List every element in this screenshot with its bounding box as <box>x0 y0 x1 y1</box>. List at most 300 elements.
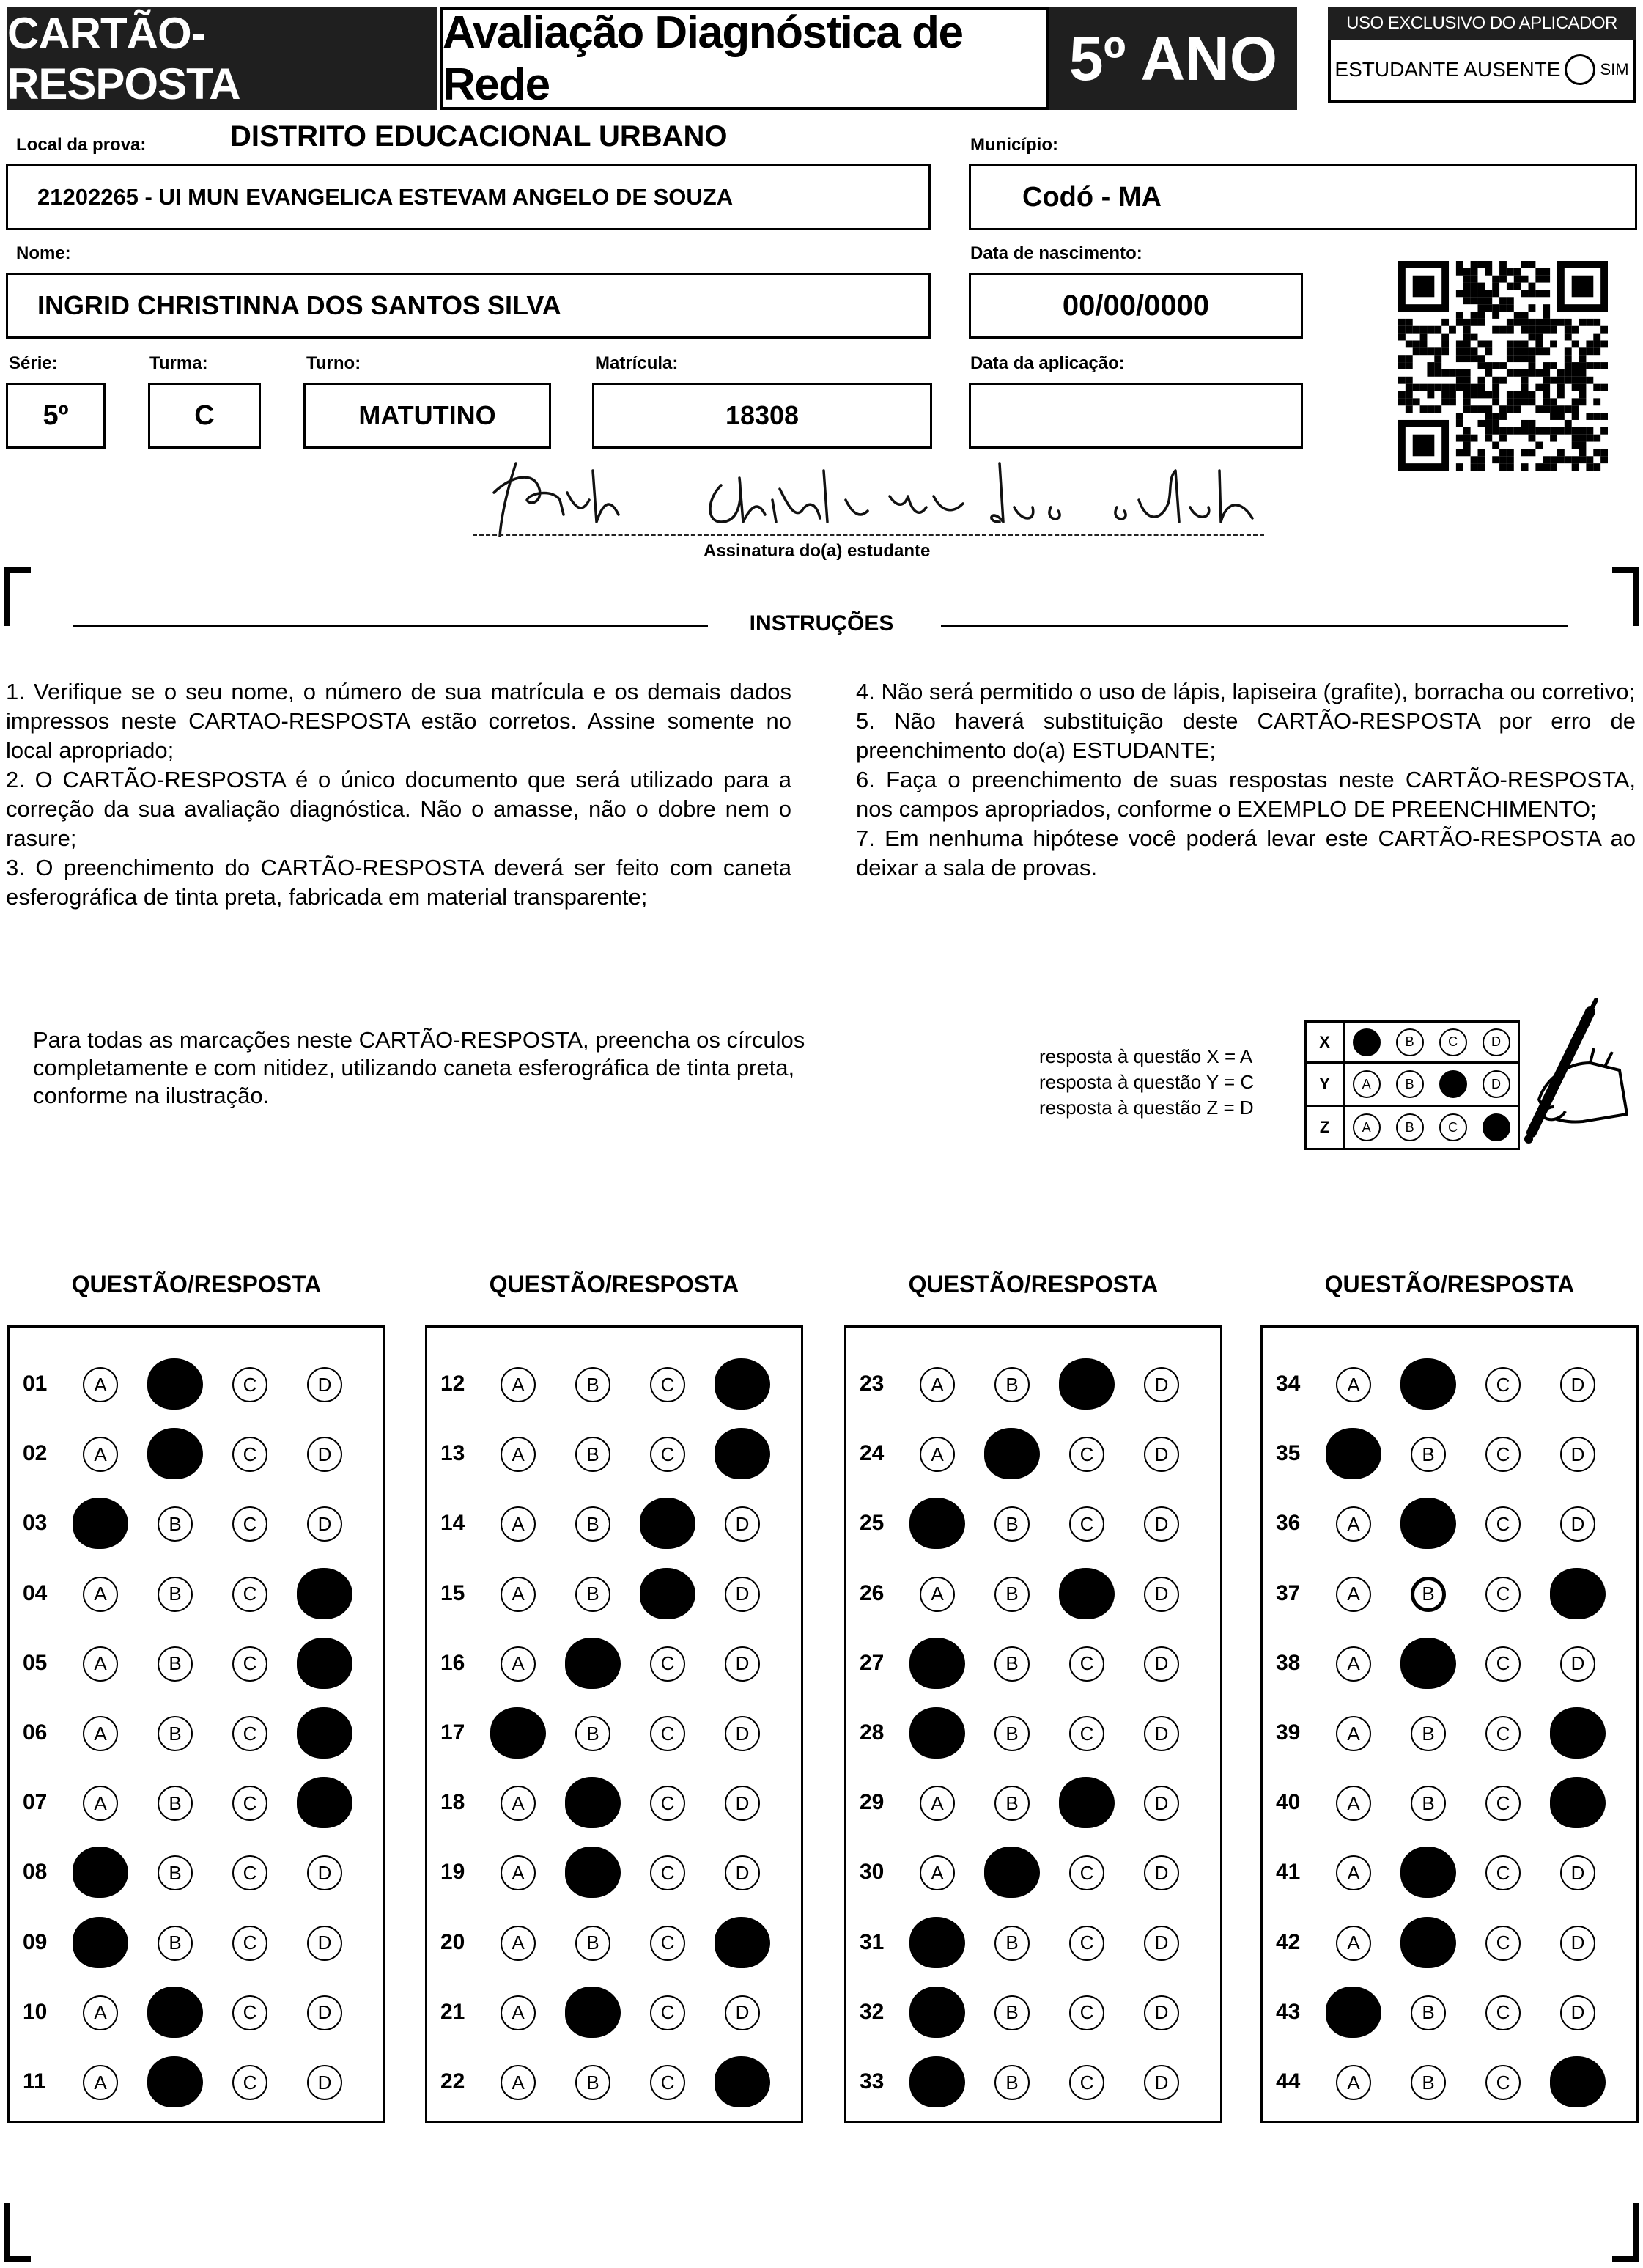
answer-bubble-c[interactable]: C <box>1069 1995 1104 2030</box>
answer-bubble-b[interactable] <box>1400 1638 1456 1689</box>
answer-bubble-d[interactable]: D <box>1144 1716 1179 1751</box>
answer-bubble-a[interactable]: A <box>501 1437 536 1472</box>
corner-mark-bottom-left <box>4 2203 31 2262</box>
answer-bubble-a[interactable]: A <box>1336 1786 1371 1821</box>
answer-bubble-c[interactable]: C <box>232 1437 267 1472</box>
answer-bubble-d[interactable]: D <box>307 1995 342 2030</box>
answer-bubble-a[interactable]: A <box>501 1926 536 1961</box>
answer-bubble-d[interactable]: D <box>1144 1577 1179 1612</box>
question-number: 35 <box>1276 1441 1301 1466</box>
answer-row <box>846 2049 1220 2118</box>
answer-bubble-b[interactable] <box>565 1777 621 1828</box>
answer-bubble-b[interactable] <box>147 1428 203 1479</box>
answer-bubble-c[interactable]: C <box>232 1926 267 1961</box>
answer-bubble-c[interactable]: C <box>232 1995 267 2030</box>
example-line-z: resposta à questão Z = D <box>1039 1097 1254 1119</box>
answer-bubble-b[interactable]: B <box>158 1786 193 1821</box>
example-bubble-c: C <box>1439 1113 1467 1141</box>
answer-bubble-c[interactable]: C <box>232 2065 267 2100</box>
answer-bubble-c[interactable]: C <box>1485 2065 1521 2100</box>
column-title: QUESTÃO/RESPOSTA <box>71 1271 322 1297</box>
answer-column-3 <box>844 1325 1222 2123</box>
answer-bubble-d[interactable]: D <box>1144 1926 1179 1961</box>
answer-bubble-a[interactable] <box>909 1638 965 1689</box>
answer-bubble-c[interactable]: C <box>1069 1506 1104 1542</box>
answer-row <box>1263 1630 1636 1700</box>
answer-bubble-c[interactable]: C <box>232 1855 267 1890</box>
answer-bubble-c[interactable]: C <box>1069 1437 1104 1472</box>
answer-bubble-d[interactable]: D <box>1144 1646 1179 1682</box>
answer-bubble-c[interactable]: C <box>232 1646 267 1682</box>
answer-bubble-c[interactable]: C <box>1485 1367 1521 1402</box>
question-number: 19 <box>440 1860 465 1885</box>
answer-bubble-b[interactable]: B <box>575 1716 610 1751</box>
answer-bubble-d[interactable]: D <box>1560 1367 1595 1402</box>
answer-bubble-d[interactable]: D <box>1144 1786 1179 1821</box>
answer-bubble-d[interactable] <box>297 1707 352 1759</box>
answer-bubble-b[interactable] <box>1400 1847 1456 1898</box>
answer-bubble-b[interactable] <box>984 1428 1040 1479</box>
municipio-label: Município: <box>970 135 1058 155</box>
answer-bubble-d[interactable]: D <box>725 1786 760 1821</box>
answer-bubble-a[interactable]: A <box>501 1855 536 1890</box>
answer-bubble-d[interactable]: D <box>725 1577 760 1612</box>
answer-bubble-c[interactable]: C <box>232 1716 267 1751</box>
answer-bubble-c[interactable]: C <box>1069 1926 1104 1961</box>
question-number: 16 <box>440 1650 465 1675</box>
answer-row <box>10 1421 383 1490</box>
answer-bubble-b[interactable]: B <box>994 1716 1030 1751</box>
answer-bubble-d[interactable] <box>297 1638 352 1689</box>
answer-row <box>10 1490 383 1560</box>
question-number: 20 <box>440 1929 465 1954</box>
answer-row <box>846 1561 1220 1630</box>
answer-bubble-c[interactable]: C <box>1069 1716 1104 1751</box>
answer-bubble-d[interactable] <box>1550 1568 1606 1619</box>
answer-bubble-c[interactable]: C <box>650 1926 685 1961</box>
answer-bubble-a[interactable]: A <box>1336 1646 1371 1682</box>
signature-line <box>473 534 1264 536</box>
example-bubble-a: A <box>1353 1113 1381 1141</box>
answer-row <box>427 1561 801 1630</box>
answer-bubble-a[interactable] <box>73 1498 128 1549</box>
answer-bubble-a[interactable]: A <box>83 2065 118 2100</box>
answer-bubble-a[interactable]: A <box>501 1646 536 1682</box>
answer-bubble-b[interactable]: B <box>575 1926 610 1961</box>
answer-row <box>10 1630 383 1700</box>
answer-bubble-c[interactable]: C <box>1069 1855 1104 1890</box>
answer-bubble-d[interactable]: D <box>1560 1995 1595 2030</box>
answer-row <box>427 1979 801 2049</box>
instructions-right <box>856 677 1636 883</box>
answer-bubble-c[interactable]: C <box>1485 1577 1521 1612</box>
answer-bubble-a[interactable] <box>909 1917 965 1968</box>
answer-bubble-d[interactable]: D <box>1144 2065 1179 2100</box>
answer-column-1 <box>7 1325 385 2123</box>
answer-bubble-d[interactable] <box>297 1568 352 1619</box>
example-grid <box>1304 1020 1520 1151</box>
answer-bubble-b[interactable] <box>147 1358 203 1410</box>
answer-bubble-d[interactable]: D <box>307 2065 342 2100</box>
question-number: 38 <box>1276 1650 1301 1675</box>
example-bubble-a: A <box>1353 1070 1381 1098</box>
answer-bubble-a[interactable] <box>73 1847 128 1898</box>
answer-bubble-b[interactable]: B <box>1411 1995 1446 2030</box>
example-line-y: resposta à questão Y = C <box>1039 1071 1255 1093</box>
answer-row <box>1263 2049 1636 2118</box>
answer-bubble-d[interactable] <box>1550 1707 1606 1759</box>
answer-bubble-c[interactable]: C <box>1485 1786 1521 1821</box>
answer-bubble-b[interactable]: B <box>158 1855 193 1890</box>
answer-bubble-a[interactable]: A <box>920 1367 955 1402</box>
answer-row <box>1263 1561 1636 1630</box>
answer-bubble-a[interactable]: A <box>501 1506 536 1542</box>
answer-bubble-b[interactable]: B <box>994 1506 1030 1542</box>
example-bubble-d: D <box>1483 1028 1510 1056</box>
answer-row <box>1263 1421 1636 1490</box>
nascimento-field: 00/00/0000 <box>969 273 1303 339</box>
turno-label: Turno: <box>306 353 361 373</box>
school-field: 21202265 - UI MUN EVANGELICA ESTEVAM ANGELO DE SOUZA <box>6 164 931 230</box>
example-legend <box>1039 1044 1254 1121</box>
example-row-label: Z <box>1307 1107 1345 1148</box>
matricula-label: Matrícula: <box>595 353 679 373</box>
question-number: 14 <box>440 1511 465 1536</box>
example-bubble-d: D <box>1483 1070 1510 1098</box>
answer-row <box>1263 1910 1636 1979</box>
answer-bubble-c[interactable]: C <box>1069 2065 1104 2100</box>
answer-bubble-b[interactable]: B <box>158 1646 193 1682</box>
absent-label: ESTUDANTE AUSENTE <box>1334 58 1561 81</box>
question-number: 07 <box>23 1790 48 1815</box>
answer-row <box>427 1421 801 1490</box>
question-number: 13 <box>440 1441 465 1466</box>
answer-bubble-a[interactable]: A <box>920 1577 955 1612</box>
answer-bubble-a[interactable]: A <box>501 1995 536 2030</box>
answer-bubble-d[interactable]: D <box>307 1367 342 1402</box>
answer-bubble-d[interactable]: D <box>1144 1995 1179 2030</box>
answer-bubble-a[interactable]: A <box>83 1995 118 2030</box>
answer-bubble-a[interactable]: A <box>1336 1367 1371 1402</box>
turno-field: MATUTINO <box>303 383 551 449</box>
question-number: 08 <box>23 1860 48 1885</box>
answer-row <box>1263 1979 1636 2049</box>
answer-bubble-a[interactable]: A <box>83 1646 118 1682</box>
instructions-title: INSTRUÇÕES <box>749 611 894 636</box>
answer-bubble-b[interactable]: B <box>1411 1786 1446 1821</box>
answer-bubble-a[interactable]: A <box>920 1786 955 1821</box>
answer-bubble-d[interactable] <box>297 1777 352 1828</box>
nascimento-label: Data de nascimento: <box>970 243 1142 263</box>
answer-bubble-d[interactable]: D <box>1144 1367 1179 1402</box>
answer-bubble-b[interactable]: B <box>994 1646 1030 1682</box>
answer-bubble-a[interactable]: A <box>83 1786 118 1821</box>
answer-bubble-b[interactable]: B <box>994 1577 1030 1612</box>
answer-row <box>10 1910 383 1979</box>
question-number: 12 <box>440 1372 465 1396</box>
answer-bubble-c[interactable] <box>1059 1568 1115 1619</box>
answer-bubble-d[interactable] <box>715 2056 770 2107</box>
answer-bubble-d[interactable]: D <box>1560 1506 1595 1542</box>
answer-bubble-c[interactable]: C <box>1485 1646 1521 1682</box>
question-number: 03 <box>23 1511 48 1536</box>
question-number: 22 <box>440 2069 465 2094</box>
answer-bubble-b[interactable]: B <box>158 1577 193 1612</box>
answer-bubble-b[interactable] <box>1400 1358 1456 1410</box>
student-signature <box>487 449 1263 537</box>
answer-row <box>846 1630 1220 1700</box>
answer-bubble-d[interactable] <box>1550 1777 1606 1828</box>
answer-row <box>427 1490 801 1560</box>
answer-bubble-c[interactable]: C <box>232 1786 267 1821</box>
answer-bubble-b[interactable]: B <box>994 1926 1030 1961</box>
answer-bubble-c[interactable]: C <box>1485 1926 1521 1961</box>
answer-row <box>10 1561 383 1630</box>
instruction-3: 3. O preenchimento do CARTÃO-RESPOSTA deverá ser feito com caneta esferográfica de tinta preta, fabricada em material transparente; <box>6 855 791 910</box>
answer-bubble-a[interactable]: A <box>1336 1506 1371 1542</box>
municipio-field: Codó - MA <box>969 164 1637 230</box>
example-row <box>1304 1107 1520 1150</box>
answer-bubble-b[interactable]: B <box>575 2065 610 2100</box>
instruction-1: 1. Verifique se o seu nome, o número de sua matrícula e os demais dados impressos neste CARTAO-RESPOSTA estão corretos. Assine somente no local apropriado; <box>6 679 791 763</box>
answer-bubble-a[interactable]: A <box>1336 2065 1371 2100</box>
answer-bubble-c[interactable]: C <box>1485 1855 1521 1890</box>
answer-row <box>846 1979 1220 2049</box>
answer-bubble-a[interactable]: A <box>1336 1716 1371 1751</box>
answer-bubble-d[interactable]: D <box>1560 1926 1595 1961</box>
answer-row <box>427 1910 801 1979</box>
answer-bubble-d[interactable]: D <box>307 1855 342 1890</box>
answer-bubble-a[interactable]: A <box>501 2065 536 2100</box>
answer-bubble-b[interactable] <box>147 2056 203 2107</box>
answer-bubble-d[interactable] <box>715 1358 770 1410</box>
answer-bubble-b[interactable]: B <box>994 1367 1030 1402</box>
answer-bubble-b[interactable]: B <box>158 1716 193 1751</box>
answer-bubble-b[interactable] <box>147 1987 203 2038</box>
answer-bubble-d[interactable]: D <box>307 1506 342 1542</box>
instructions-rule-right <box>941 625 1568 627</box>
answer-bubble-b[interactable]: B <box>1411 2065 1446 2100</box>
answer-bubble-b[interactable]: B <box>994 2065 1030 2100</box>
question-number: 05 <box>23 1650 48 1675</box>
answer-bubble-c[interactable]: C <box>650 1855 685 1890</box>
answer-bubble-c[interactable]: C <box>232 1367 267 1402</box>
answer-column-2 <box>425 1325 803 2123</box>
answer-bubble-a[interactable]: A <box>920 1855 955 1890</box>
question-number: 18 <box>440 1790 465 1815</box>
answer-bubble-c[interactable]: C <box>650 1716 685 1751</box>
column-title: QUESTÃO/RESPOSTA <box>489 1271 739 1297</box>
answer-bubble-c[interactable]: C <box>650 1995 685 2030</box>
question-number: 25 <box>860 1511 885 1536</box>
local-label: Local da prova: <box>16 135 147 155</box>
answer-bubble-b[interactable] <box>1400 1917 1456 1968</box>
question-number: 44 <box>1276 2069 1301 2094</box>
column-title: QUESTÃO/RESPOSTA <box>1324 1271 1575 1297</box>
answer-row <box>846 1700 1220 1770</box>
example-bubble-b: B <box>1396 1070 1424 1098</box>
question-number: 26 <box>860 1580 885 1605</box>
question-number: 40 <box>1276 1790 1301 1815</box>
answer-row <box>10 1351 383 1421</box>
matricula-field: 18308 <box>592 383 932 449</box>
example-bubble-c <box>1439 1070 1467 1098</box>
question-number: 24 <box>860 1441 885 1466</box>
answer-bubble-c[interactable]: C <box>1485 1716 1521 1751</box>
answer-column-4 <box>1260 1325 1639 2123</box>
answer-bubble-a[interactable]: A <box>501 1577 536 1612</box>
answer-bubble-b[interactable]: B <box>1411 1577 1446 1612</box>
answer-bubble-b[interactable]: B <box>575 1437 610 1472</box>
answer-bubble-a[interactable] <box>1326 1987 1381 2038</box>
question-number: 39 <box>1276 1720 1301 1745</box>
answer-bubble-b[interactable]: B <box>575 1577 610 1612</box>
answer-bubble-c[interactable]: C <box>232 1577 267 1612</box>
question-number: 31 <box>860 1929 885 1954</box>
answer-bubble-d[interactable]: D <box>1144 1437 1179 1472</box>
question-number: 10 <box>23 1999 48 2024</box>
instruction-4: 4. Não será permitido o uso de lápis, lapiseira (grafite), borracha ou corretivo; <box>856 679 1636 704</box>
answer-bubble-c[interactable] <box>1059 1358 1115 1410</box>
applicator-title: USO EXCLUSIVO DO APLICADOR <box>1328 7 1636 40</box>
answer-row <box>1263 1770 1636 1839</box>
question-number: 09 <box>23 1929 48 1954</box>
answer-bubble-b[interactable]: B <box>994 1995 1030 2030</box>
answer-bubble-d[interactable]: D <box>725 1995 760 2030</box>
exam-name: Avaliação Diagnóstica de Rede <box>440 7 1049 110</box>
turma-field: C <box>148 383 261 449</box>
answer-bubble-c[interactable]: C <box>1485 1995 1521 2030</box>
question-number: 41 <box>1276 1860 1301 1885</box>
answer-bubble-b[interactable]: B <box>158 1506 193 1542</box>
question-number: 34 <box>1276 1372 1301 1396</box>
answer-bubble-a[interactable]: A <box>501 1786 536 1821</box>
answer-bubble-c[interactable]: C <box>650 1646 685 1682</box>
answer-bubble-c[interactable]: C <box>650 1786 685 1821</box>
answer-bubble-b[interactable] <box>984 1847 1040 1898</box>
answer-bubble-c[interactable] <box>1059 1777 1115 1828</box>
answer-bubble-a[interactable] <box>1326 1428 1381 1479</box>
answer-row <box>846 1351 1220 1421</box>
answer-bubble-a[interactable] <box>909 2056 965 2107</box>
answer-bubble-d[interactable]: D <box>1560 1646 1595 1682</box>
answer-row <box>846 1839 1220 1909</box>
answer-bubble-c[interactable]: C <box>650 1367 685 1402</box>
answer-bubble-b[interactable]: B <box>994 1786 1030 1821</box>
question-number: 21 <box>440 1999 465 2024</box>
question-number: 43 <box>1276 1999 1301 2024</box>
answer-row <box>427 1351 801 1421</box>
nome-label: Nome: <box>16 243 71 263</box>
answer-bubble-a[interactable] <box>909 1987 965 2038</box>
answer-bubble-d[interactable]: D <box>1560 1437 1595 1472</box>
answer-bubble-a[interactable]: A <box>1336 1577 1371 1612</box>
answer-row <box>846 1770 1220 1839</box>
answer-row <box>427 1700 801 1770</box>
answer-bubble-b[interactable] <box>565 1638 621 1689</box>
question-number: 04 <box>23 1580 48 1605</box>
answer-bubble-c[interactable]: C <box>232 1506 267 1542</box>
answer-bubble-a[interactable] <box>909 1707 965 1759</box>
absent-checkbox[interactable] <box>1565 54 1595 85</box>
answer-bubble-b[interactable]: B <box>1411 1716 1446 1751</box>
question-number: 37 <box>1276 1580 1301 1605</box>
answer-bubble-c[interactable] <box>640 1568 695 1619</box>
answer-bubble-b[interactable] <box>1400 1498 1456 1549</box>
answer-row <box>427 1839 801 1909</box>
answer-bubble-b[interactable]: B <box>1411 1437 1446 1472</box>
answer-bubble-a[interactable]: A <box>1336 1926 1371 1961</box>
answer-bubble-d[interactable] <box>715 1917 770 1968</box>
answer-bubble-b[interactable]: B <box>158 1926 193 1961</box>
answer-bubble-d[interactable]: D <box>725 1646 760 1682</box>
answer-bubble-a[interactable]: A <box>83 1716 118 1751</box>
answer-bubble-d[interactable] <box>1550 2056 1606 2107</box>
question-number: 02 <box>23 1441 48 1466</box>
example-row-label: X <box>1307 1023 1345 1061</box>
serie-label: Série: <box>9 353 58 373</box>
answer-bubble-c[interactable]: C <box>650 1437 685 1472</box>
instructions-left <box>6 677 791 912</box>
answer-bubble-a[interactable]: A <box>920 1437 955 1472</box>
instruction-2: 2. O CARTÃO-RESPOSTA é o único documento que será utilizado para a correção da sua avaliação diagnóstica. Não o amasse, não o dobre nem o rasure; <box>6 767 791 851</box>
card-title: CARTÃO-RESPOSTA <box>7 7 437 110</box>
answer-bubble-b[interactable]: B <box>575 1367 610 1402</box>
question-number: 36 <box>1276 1511 1301 1536</box>
answer-bubble-a[interactable]: A <box>83 1577 118 1612</box>
answer-bubble-d[interactable]: D <box>307 1926 342 1961</box>
serie-field: 5º <box>6 383 106 449</box>
answer-bubble-a[interactable]: A <box>501 1367 536 1402</box>
answer-bubble-c[interactable]: C <box>1485 1506 1521 1542</box>
instruction-6: 6. Faça o preenchimento de suas respostas neste CARTÃO-RESPOSTA, nos campos apropriados, conforme o EXEMPLO DE PREENCHIMENTO; <box>856 767 1636 822</box>
answer-bubble-d[interactable]: D <box>725 1716 760 1751</box>
answer-bubble-c[interactable] <box>640 1498 695 1549</box>
answer-bubble-d[interactable]: D <box>307 1437 342 1472</box>
answer-bubble-b[interactable] <box>565 1987 621 2038</box>
answer-bubble-d[interactable]: D <box>725 1506 760 1542</box>
answer-bubble-b[interactable] <box>565 1847 621 1898</box>
grade-year: 5º ANO <box>1049 7 1297 110</box>
answer-row <box>10 1700 383 1770</box>
answer-bubble-a[interactable]: A <box>83 1367 118 1402</box>
answer-bubble-d[interactable]: D <box>725 1855 760 1890</box>
question-number: 06 <box>23 1720 48 1745</box>
answer-bubble-a[interactable] <box>490 1707 546 1759</box>
absent-box <box>1328 40 1636 103</box>
answer-bubble-b[interactable]: B <box>575 1506 610 1542</box>
district: DISTRITO EDUCACIONAL URBANO <box>230 120 728 152</box>
answer-bubble-a[interactable] <box>73 1917 128 1968</box>
answer-bubble-c[interactable]: C <box>650 2065 685 2100</box>
answer-bubble-d[interactable] <box>715 1428 770 1479</box>
answer-row <box>10 1770 383 1839</box>
answer-bubble-c[interactable]: C <box>1069 1646 1104 1682</box>
answer-bubble-d[interactable]: D <box>1144 1855 1179 1890</box>
question-number: 32 <box>860 1999 885 2024</box>
signature-caption: Assinatura do(a) estudante <box>704 541 931 561</box>
question-number: 17 <box>440 1720 465 1745</box>
answer-bubble-d[interactable]: D <box>1144 1506 1179 1542</box>
answer-bubble-a[interactable] <box>909 1498 965 1549</box>
answer-bubble-c[interactable]: C <box>1485 1437 1521 1472</box>
answer-bubble-d[interactable]: D <box>1560 1855 1595 1890</box>
corner-mark-bottom-right <box>1612 2203 1639 2262</box>
answer-bubble-a[interactable]: A <box>83 1437 118 1472</box>
column-title: QUESTÃO/RESPOSTA <box>908 1271 1159 1297</box>
answer-bubble-a[interactable]: A <box>1336 1855 1371 1890</box>
answer-row <box>10 1979 383 2049</box>
